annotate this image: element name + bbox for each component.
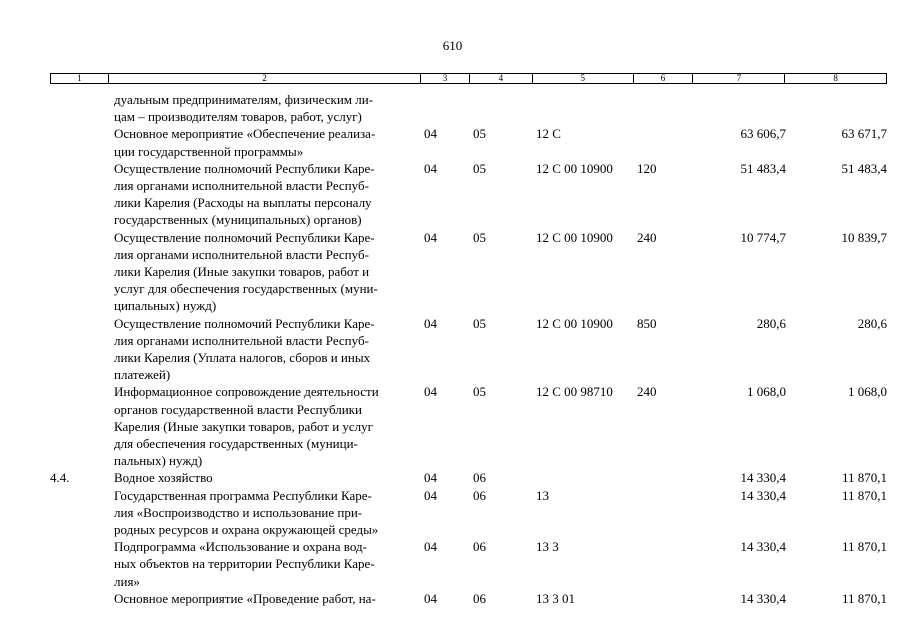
col-target-article: 12 С 00 10900 (536, 229, 613, 245)
col-amount-1 (694, 91, 786, 125)
col-target-article: 13 3 (536, 539, 559, 555)
col-target-article: 12 С 00 10900 (536, 315, 613, 331)
row-number (50, 538, 108, 590)
table-row (50, 383, 887, 469)
row-name-line: ципальных) нужд) (114, 298, 217, 314)
table-row (50, 160, 887, 229)
col-amount-1: 14 330,4 (740, 539, 786, 555)
col-section: 04 (424, 384, 437, 400)
table-row (50, 487, 887, 539)
col-amount-2: 11 870,1 (841, 470, 887, 486)
col-amount-2: 10 839,7 (841, 229, 887, 245)
table-header (50, 73, 887, 84)
row-name-line: Осуществление полномочий Республики Каре- (114, 315, 375, 331)
col-section: 04 (424, 315, 437, 331)
row-name-line: Основное мероприятие «Проведение работ, на- (114, 590, 376, 606)
col-amount-2: 11 870,1 (841, 487, 887, 503)
row-name (108, 538, 421, 590)
row-name (108, 383, 421, 469)
row-number (50, 125, 108, 159)
col-section: 04 (424, 539, 437, 555)
col-expense-type (634, 487, 694, 539)
col-section: 04 (424, 160, 437, 176)
row-name (108, 487, 421, 539)
col-subsection: 06 (473, 487, 486, 503)
row-number (50, 487, 108, 539)
col-amount-1: 14 330,4 (740, 487, 786, 503)
row-name-line: лия органами исполнительной власти Респуб- (114, 332, 369, 348)
col-target-article (533, 469, 634, 486)
row-name-line: лия «Воспроизводство и использование при- (114, 504, 363, 520)
row-name-line: органов государственной власти Республики (114, 401, 362, 417)
row-name-line: для обеспечения государственных (муници- (114, 436, 358, 452)
col-expense-type (634, 469, 694, 486)
col-section: 04 (424, 470, 437, 486)
row-name-line: платежей) (114, 367, 171, 383)
row-name-line: Осуществление полномочий Республики Каре- (114, 229, 375, 245)
row-name-line: Информационное сопровождение деятельности (114, 384, 379, 400)
col-amount-2: 11 870,1 (841, 590, 887, 606)
row-name-line: пальных) нужд) (114, 453, 203, 469)
row-name-line: Осуществление полномочий Республики Каре- (114, 160, 375, 176)
col-amount-2: 11 870,1 (841, 539, 887, 555)
table-row (50, 538, 887, 590)
col-expense-type: 850 (637, 315, 657, 331)
row-number (50, 160, 108, 229)
col-expense-type: 240 (637, 229, 657, 245)
row-name-line: Основное мероприятие «Обеспечение реализа- (114, 126, 376, 142)
row-name-line: Водное хозяйство (114, 470, 213, 486)
col-amount-2 (786, 91, 887, 125)
table-row (50, 125, 887, 159)
row-name-line: родных ресурсов и охрана окружающей среды» (114, 522, 379, 538)
col-amount-1: 14 330,4 (740, 590, 786, 606)
col-amount-1: 14 330,4 (740, 470, 786, 486)
col-subsection: 06 (473, 590, 486, 606)
row-number (50, 229, 108, 315)
col-expense-type: 240 (637, 384, 657, 400)
row-name (108, 315, 421, 384)
row-name (108, 229, 421, 315)
table-row (50, 469, 887, 486)
col-subsection: 06 (473, 539, 486, 555)
header-col-3: 3 (421, 74, 470, 83)
col-amount-1: 280,6 (756, 315, 786, 331)
col-expense-type: 120 (637, 160, 657, 176)
col-amount-2: 63 671,7 (841, 126, 887, 142)
col-target-article: 12 С (536, 126, 561, 142)
col-expense-type (634, 538, 694, 590)
col-section: 04 (424, 590, 437, 606)
row-name-line: ции государственной программы» (114, 143, 304, 159)
header-col-8: 8 (833, 73, 838, 83)
table-body (50, 91, 887, 607)
row-name-line: лики Карелия (Расходы на выплаты персоналу (114, 195, 372, 211)
col-subsection: 06 (473, 470, 486, 486)
col-subsection (470, 91, 533, 125)
header-col-7: 7 (693, 74, 785, 83)
row-name-line: лия органами исполнительной власти Респуб- (114, 246, 369, 262)
table-row (50, 91, 887, 125)
row-name-line: лики Карелия (Иные закупки товаров, работ и (114, 264, 370, 280)
col-expense-type (634, 590, 694, 607)
row-name-line: цам – производителям товаров, работ, услуг) (114, 109, 362, 125)
row-number (50, 91, 108, 125)
row-name (108, 91, 421, 125)
col-expense-type (634, 91, 694, 125)
row-number (50, 315, 108, 384)
col-target-article: 13 3 01 (536, 590, 575, 606)
row-name-line: дуальным предпринимателям, физическим ли- (114, 92, 374, 107)
row-name-line: ных объектов на территории Республики Каре- (114, 556, 375, 572)
col-expense-type (634, 125, 694, 159)
col-amount-1: 51 483,4 (740, 160, 786, 176)
header-col-6: 6 (634, 74, 694, 83)
col-target-article: 13 (536, 487, 549, 503)
row-name-line: лия органами исполнительной власти Респуб- (114, 178, 369, 194)
col-amount-2: 51 483,4 (841, 160, 887, 176)
header-col-4: 4 (470, 74, 533, 83)
row-name (108, 160, 421, 229)
table-row (50, 315, 887, 384)
page-number: 610 (442, 38, 463, 53)
table-row (50, 590, 887, 607)
row-name-line: государственных (муниципальных) органов) (114, 212, 362, 228)
row-name-line: Подпрограмма «Использование и охрана вод- (114, 539, 367, 555)
row-name-line: лия» (114, 573, 140, 589)
col-subsection: 05 (473, 126, 486, 142)
row-name-line: Государственная программа Республики Каре- (114, 487, 372, 503)
row-number: 4.4. (50, 470, 70, 486)
col-amount-2: 280,6 (857, 315, 887, 331)
col-subsection: 05 (473, 384, 486, 400)
row-name-line: Карелия (Иные закупки товаров, работ и услуг (114, 418, 373, 434)
row-name-line: услуг для обеспечения государственных (муни- (114, 281, 378, 297)
col-subsection: 05 (473, 160, 486, 176)
col-subsection: 05 (473, 315, 486, 331)
col-target-article: 12 С 00 98710 (536, 384, 613, 400)
header-col-5: 5 (533, 74, 634, 83)
row-name-line: лики Карелия (Уплата налогов, сборов и иных (114, 350, 371, 366)
row-name (108, 469, 421, 486)
col-section: 04 (424, 126, 437, 142)
col-subsection: 05 (473, 229, 486, 245)
col-target-article (533, 91, 634, 125)
col-amount-1: 63 606,7 (740, 126, 786, 142)
col-amount-2: 1 068,0 (848, 384, 887, 400)
row-name (108, 125, 421, 159)
col-amount-1: 10 774,7 (740, 229, 786, 245)
row-number (50, 590, 108, 607)
row-name (108, 590, 421, 607)
table-row (50, 229, 887, 315)
col-section: 04 (424, 229, 437, 245)
header-col-1: 1 (51, 74, 109, 83)
col-section: 04 (424, 487, 437, 503)
col-amount-1: 1 068,0 (747, 384, 786, 400)
row-number (50, 383, 108, 469)
col-section (421, 91, 470, 125)
col-target-article: 12 С 00 10900 (536, 160, 613, 176)
header-col-2: 2 (109, 74, 421, 83)
